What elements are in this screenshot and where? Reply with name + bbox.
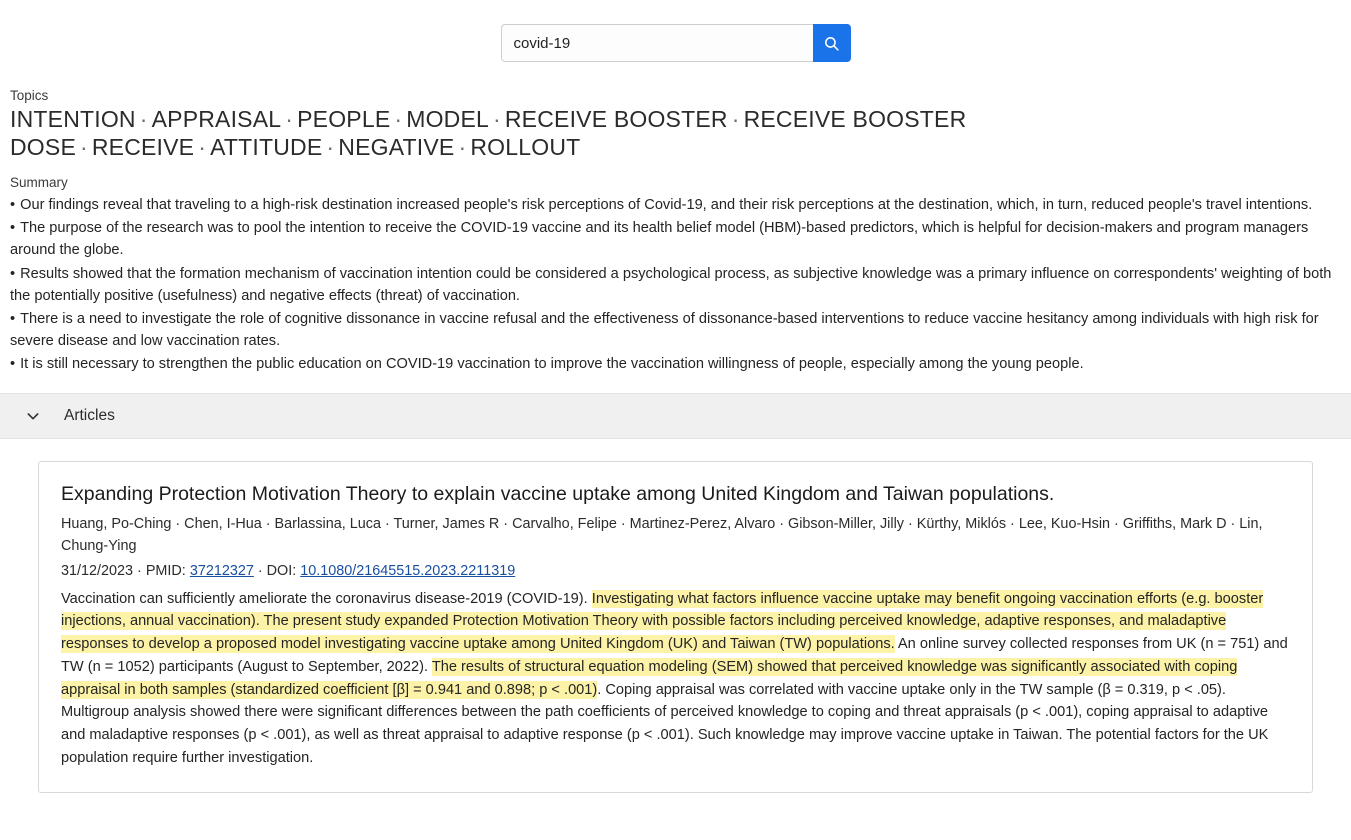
article-card bbox=[38, 461, 1313, 792]
topic-separator: · bbox=[394, 106, 403, 132]
doi-label: DOI: bbox=[266, 562, 297, 579]
summary-bullet bbox=[10, 263, 1341, 307]
pmid-link[interactable]: 37212327 bbox=[189, 562, 254, 579]
topic-item[interactable]: NEGATIVE bbox=[338, 134, 455, 161]
search-button[interactable] bbox=[813, 24, 851, 62]
topic-separator: · bbox=[285, 106, 294, 132]
abstract-text: Vaccination can sufficiently ameliorate the coronavirus disease-2019 (COVID-19). bbox=[61, 590, 592, 607]
topic-separator: · bbox=[458, 134, 467, 161]
meta-sep-1: · bbox=[137, 562, 142, 579]
abstract-highlight: The results of structural equation modeling (SEM) showed that perceived knowledge was significantly associated with coping appraisal in both samples (standardized coefficient [β] = 0.941 and 0.898; p < .001) bbox=[61, 658, 1238, 698]
article-authors: Huang, Po-Ching · Chen, I-Hua · Barlassina, Luca · Turner, James R · Carvalho, Felipe · Martinez-Perez, Alvaro · Gibson-Miller, Jilly · Kürthy, Miklós · Lee, Kuo-Hsin · Griffiths, Mark D · Lin, Chung-Ying bbox=[61, 515, 1263, 554]
summary-bullets bbox=[10, 194, 1341, 375]
summary-bullet bbox=[10, 308, 1341, 352]
summary-bullet-text: Results showed that the formation mechanism of vaccination intention could be considered a psychological process, as subjective knowledge was a primary influence on correspondents' weighting of both the potentially positive (usefulness) and negative effects (threat) of vaccination. bbox=[10, 265, 1332, 304]
pmid-label: PMID: bbox=[145, 562, 186, 579]
bullet-icon: • bbox=[10, 265, 16, 282]
topics-label: Topics bbox=[10, 88, 49, 103]
summary-bullet-text: Our findings reveal that traveling to a high-risk destination increased people's risk perceptions of Covid-19, and their risk perceptions at the destination, which, in turn, reduced people's travel intentions. bbox=[20, 197, 1313, 214]
search-bar bbox=[0, 0, 1351, 62]
topic-item[interactable]: ATTITUDE bbox=[210, 134, 323, 161]
topic-item[interactable]: RECEIVE BOOSTER bbox=[504, 106, 728, 132]
articles-accordion-label: Articles bbox=[64, 407, 115, 425]
article-meta bbox=[61, 563, 1290, 579]
topic-separator: · bbox=[731, 106, 740, 132]
summary-bullet-text: The purpose of the research was to pool the intention to receive the COVID-19 vaccine and its health belief model (HBM)-based predictors, which is helpful for decision-makers and program managers around the globe. bbox=[10, 220, 1309, 259]
topic-separator: · bbox=[198, 134, 207, 161]
topic-item[interactable]: ROLLOUT bbox=[470, 134, 581, 161]
topic-item[interactable]: INTENTION bbox=[10, 106, 136, 132]
bullet-icon: • bbox=[10, 310, 16, 327]
doi-link[interactable]: 10.1080/21645515.2023.2211319 bbox=[300, 562, 516, 579]
search-icon bbox=[823, 35, 840, 52]
bullet-icon: • bbox=[10, 197, 16, 214]
article-abstract bbox=[61, 588, 1290, 770]
topic-item[interactable]: APPRAISAL bbox=[151, 106, 282, 132]
chevron-down-icon[interactable] bbox=[24, 407, 42, 425]
topics-list bbox=[10, 105, 1341, 161]
topic-separator: · bbox=[139, 106, 148, 132]
summary-bullet bbox=[10, 194, 1341, 216]
abstract-text: . Coping appraisal was correlated with vaccine uptake only in the TW sample (β = 0.319, p < .05). Multigroup analysis showed there were significant differences between the path coefficients of perceived knowledge to coping and threat appraisals (p < .001), coping appraisal to adaptive and maladaptive responses (p < .001), as well as threat appraisal to adaptive response (p < .001). Such knowledge may improve vaccine uptake in Taiwan. The potential factors for the UK population require further investigation. bbox=[61, 681, 1269, 766]
meta-sep-2: · bbox=[257, 562, 263, 579]
topic-separator: · bbox=[326, 134, 335, 161]
topic-separator: · bbox=[493, 106, 501, 132]
summary-label: Summary bbox=[10, 175, 68, 191]
summary-bullet-text: There is a need to investigate the role of cognitive dissonance in vaccine refusal and the effectiveness of dissonance-based interventions to reduce vaccine hesitancy among individuals with high risk for severe disease and low vaccination rates. bbox=[10, 310, 1319, 350]
article-title[interactable]: Expanding Protection Motivation Theory to explain vaccine uptake among United Kingdom and Taiwan populations. bbox=[61, 483, 1055, 506]
article-date: 31/12/2023 bbox=[61, 562, 134, 579]
summary-bullet bbox=[10, 217, 1341, 261]
bullet-icon: • bbox=[10, 356, 16, 373]
articles-accordion-header[interactable] bbox=[0, 393, 1351, 439]
topic-item[interactable]: PEOPLE bbox=[297, 106, 391, 132]
search-input[interactable] bbox=[501, 24, 813, 62]
bullet-icon: • bbox=[10, 220, 16, 237]
summary-bullet bbox=[10, 353, 1341, 375]
abstract-text: An online survey collected responses from UK (n = 751) and TW (n = 1052) participants (August to September, 2022). bbox=[61, 636, 1288, 675]
summary-bullet-text: It is still necessary to strengthen the public education on COVID-19 vaccination to improve the vaccination willingness of people, especially among the young people. bbox=[20, 356, 1084, 373]
topic-separator: · bbox=[79, 134, 88, 161]
abstract-highlight: Investigating what factors influence vaccine uptake may benefit ongoing vaccination efforts (e.g. booster injections, annual vaccination). The present study expanded Protection Motivation Theory with possible factors including perceived knowledge, adaptive responses, and maladaptive responses to develop a proposed model investigating vaccine uptake among United Kingdom (UK) and Taiwan (TW) populations. bbox=[61, 590, 1264, 653]
search-wrap bbox=[501, 24, 851, 62]
topic-item[interactable]: RECEIVE BOOSTER DOSE bbox=[10, 106, 967, 161]
topic-item[interactable]: MODEL bbox=[406, 106, 490, 132]
topic-item[interactable]: RECEIVE bbox=[91, 134, 195, 161]
